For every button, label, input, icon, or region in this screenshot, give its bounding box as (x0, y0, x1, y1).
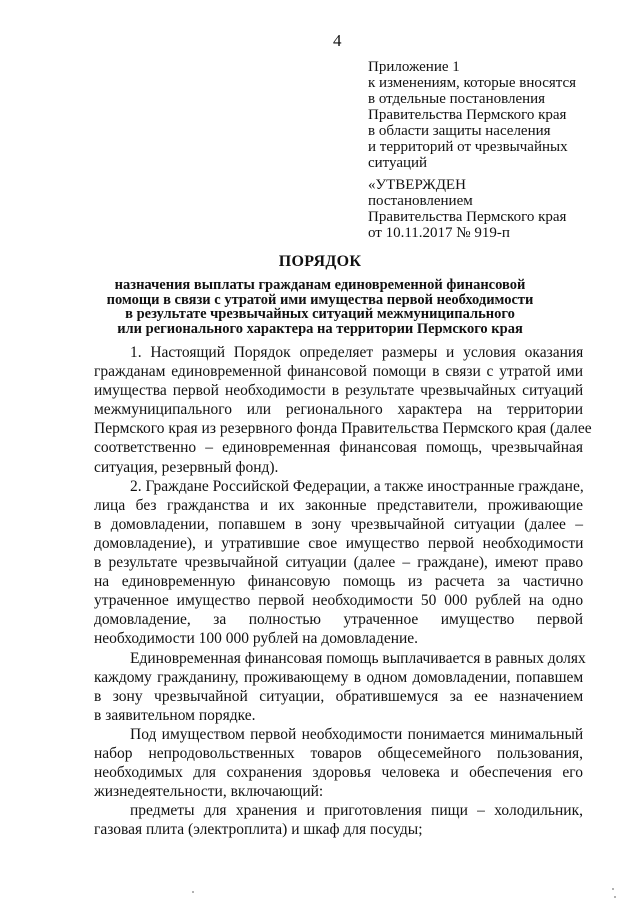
text-line: 2. Граждане Российской Федерации, а также иностранные граждане, (130, 477, 584, 495)
approval-line: Правительства Пермского края (368, 209, 567, 225)
text-line: Единовременная финансовая помощь выплачивается в равных долях (130, 649, 586, 667)
scan-speck (192, 891, 194, 893)
text-line: в домовладении, попавшем в зону чрезвычайной ситуации (далее – (94, 515, 583, 533)
appendix-line: ситуаций (368, 155, 428, 171)
text-line: каждому гражданину, проживающему в одном домовладении, попавшем (94, 668, 584, 686)
approval-stamp-text (368, 177, 608, 241)
appendix-line: и территорий от чрезвычайных (368, 139, 568, 155)
text-line: лица без гражданства и их законные представители, проживающие (94, 496, 583, 514)
text-line: 1. Настоящий Порядок определяет размеры и условия оказания (130, 344, 584, 361)
scan-speck (612, 888, 614, 890)
text-line: на единовременную финансовую помощь из расчета за частично (94, 573, 584, 591)
text-line: гражданам единовременной финансовой помощи в связи с утратой ими (94, 363, 583, 381)
text-line: Пермского края из резервного фонда Правительства Пермского края (далее (94, 420, 592, 438)
appendix-line: Правительства Пермского края (368, 107, 567, 123)
text-line: газовая плита (электроплита) и шкаф для посуды; (94, 821, 423, 839)
text-line: в зону чрезвычайной ситуации, обратившемуся за ее назначением (94, 687, 584, 705)
text-line: жизнедеятельности, включающий: (94, 783, 324, 801)
subtitle-line: помощи в связи с утратой ими имущества первой необходимости (106, 291, 534, 308)
subtitle-line: назначения выплаты гражданам единовременной финансовой (114, 277, 526, 293)
paragraph (94, 725, 583, 801)
text-line: набор непродовольственных товаров общесемейного пользования, (94, 744, 583, 762)
text-line: межмуниципального или регионального характера на территории (94, 401, 583, 419)
subtitle-line: в результате чрезвычайных ситуаций межмуниципального (125, 306, 515, 322)
subtitle-line: или регионального характера на территории Пермского края (117, 320, 523, 337)
approval-line: от 10.11.2017 № 919-п (368, 225, 510, 241)
appendix-header (368, 59, 608, 171)
text-line: соответственно – единовременная финансовая помощь, чрезвычайная (94, 439, 583, 457)
text-line: домовладение), и утратившие свое имущество первой необходимости (94, 534, 584, 552)
appendix-line: в отдельные постановления (368, 91, 546, 107)
paragraph (94, 801, 583, 839)
appendix-line: к изменениям, которые вносятся (368, 75, 577, 91)
approval-line: постановлением (368, 193, 473, 209)
document-subtitle (90, 278, 550, 336)
text-line: Под имуществом первой необходимости понимается минимальный (130, 725, 584, 743)
scan-speck (614, 896, 616, 898)
appendix-line: Приложение 1 (368, 59, 460, 75)
text-line: в заявительном порядке. (94, 706, 256, 724)
text-line: предметы для хранения и приготовления пищи – холодильник, (130, 802, 583, 820)
text-line: ситуация, резервный фонд). (94, 458, 279, 476)
appendix-line: в области защиты населения (368, 123, 551, 139)
text-line: имущества первой необходимости в результате чрезвычайных ситуаций (94, 382, 584, 400)
text-line: утраченное имущество первой необходимости 50 000 рублей на одно (94, 592, 584, 610)
text-line: домовладение, за полностью утраченное имущество первой (94, 611, 584, 629)
paragraph (94, 477, 583, 649)
approval-line: «УТВЕРЖДЕН (368, 177, 466, 193)
document-body (94, 343, 592, 839)
paragraph (94, 343, 592, 477)
document-title: ПОРЯДОК (278, 253, 362, 270)
text-line: необходимых для сохранения здоровья человека и обеспечения его (94, 764, 583, 782)
text-line: необходимости 100 000 рублей на домовладение. (94, 630, 419, 648)
page-number: 4 (333, 31, 342, 50)
text-line: в результате чрезвычайной ситуации (далее – граждане), имеют право (94, 554, 584, 572)
paragraph (94, 649, 586, 725)
